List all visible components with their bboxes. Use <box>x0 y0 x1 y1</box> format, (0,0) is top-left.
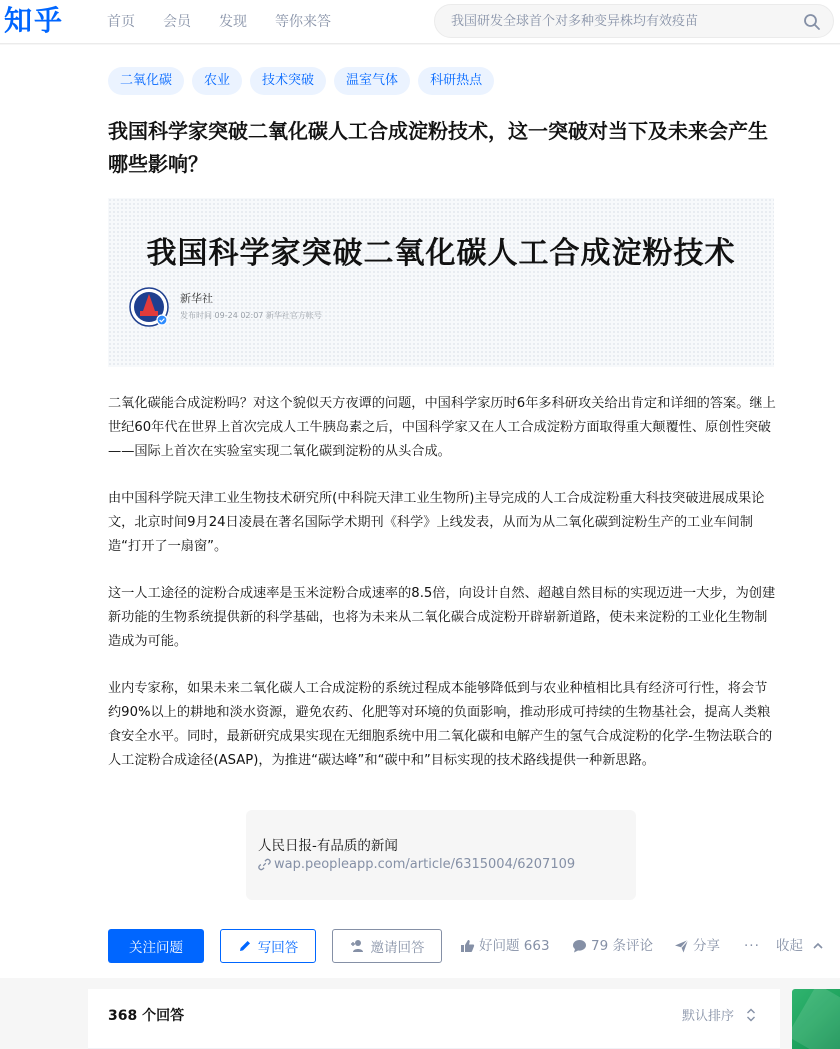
topic-tags <box>108 67 502 95</box>
question-actions <box>108 929 838 963</box>
topic-tag[interactable]: 温室气体 <box>334 67 410 95</box>
zhihu-logo[interactable]: 知乎 <box>4 4 65 37</box>
search-box[interactable] <box>434 4 834 38</box>
link-url-text: wap.peopleapp.com/article/6315004/6207109 <box>274 857 576 872</box>
add-user-icon <box>350 939 365 953</box>
image-headline: 我国科学家突破二氧化碳人工合成淀粉技术 <box>146 236 736 271</box>
more-options-button[interactable]: ··· <box>744 938 760 954</box>
share-label: 分享 <box>693 938 720 954</box>
link-card-title: 人民日报-有品质的新闻 <box>258 838 398 854</box>
write-answer-label: 写回答 <box>257 940 299 956</box>
comment-icon <box>572 939 587 953</box>
nav-discover[interactable]: 发现 <box>219 14 247 30</box>
topic-tag[interactable]: 技术突破 <box>250 67 326 95</box>
answers-list-header <box>88 989 780 1049</box>
follow-question-button[interactable]: 关注问题 <box>108 929 204 963</box>
search-icon[interactable] <box>803 13 821 31</box>
write-answer-button[interactable] <box>220 929 316 963</box>
topic-tag[interactable]: 科研热点 <box>418 67 494 95</box>
question-title: 我国科学家突破二氧化碳人工合成淀粉技术，这一突破对当下及未来会产生哪些影响？ <box>108 119 768 176</box>
topic-tag[interactable]: 二氧化碳 <box>108 67 184 95</box>
comments-label: 79 条评论 <box>591 938 653 954</box>
nav-waiting-answers[interactable]: 等你来答 <box>275 14 331 30</box>
search-input[interactable] <box>451 11 791 31</box>
pencil-icon <box>238 939 252 953</box>
sort-chevrons-icon <box>746 1008 756 1022</box>
detail-paragraph: 由中国科学院天津工业生物技术研究所(中科院天津工业生物所)主导完成的人工合成淀粉重大科技突破进展成果论文，北京时间9月24日凌晨在著名国际学术期刊《科学》上线发表，从而为从二氧化碳到淀粉生产的工业车间制造“打开了一扇窗”。 <box>108 491 765 554</box>
detail-paragraph: 这一人工途径的淀粉合成速率是玉米淀粉合成速率的8.5倍，向设计自然、超越自然目标的实现迈进一大步，为创建新功能的生物系统提供新的科学基础，也将为未来从二氧化碳合成淀粉开辟崭新道路，使未来淀粉的工业化生物制造成为可能。 <box>108 586 776 649</box>
collapse-button[interactable] <box>776 937 829 955</box>
upvote-label: 好问题 663 <box>479 938 550 954</box>
share-icon <box>674 939 689 953</box>
detail-paragraph: 二氧化碳能合成淀粉吗？对这个貌似天方夜谭的问题，中国科学家历时6年多科研攻关给出肯定和详细的答案。继上世纪60年代在世界上首次完成人工牛胰岛素之后，中国科学家又在人工合成淀粉方面取得重大颠覆性、原创性突破——国际上首次在实验室实现二氧化碳到淀粉的从头合成。 <box>108 396 776 459</box>
collapse-label: 收起 <box>776 938 803 954</box>
xinhua-logo-icon <box>129 287 169 327</box>
main-nav <box>107 12 359 32</box>
sort-label: 默认排序 <box>681 1009 734 1024</box>
image-source: 新华社 <box>180 292 213 305</box>
nav-home[interactable]: 首页 <box>107 14 135 30</box>
nav-membership[interactable]: 会员 <box>163 14 191 30</box>
sidebar-banner[interactable] <box>792 989 840 1049</box>
link-card-url[interactable] <box>258 857 575 872</box>
thumbs-up-icon <box>460 939 475 953</box>
link-card[interactable] <box>246 810 636 900</box>
upvote-question-button[interactable] <box>460 937 550 955</box>
invite-answer-label: 邀请回答 <box>370 940 425 956</box>
image-meta: 发布时间 09-24 02:07 新华社官方帐号 <box>180 311 322 320</box>
link-icon <box>258 858 271 871</box>
sort-dropdown[interactable] <box>682 1005 756 1024</box>
comments-button[interactable] <box>572 937 653 955</box>
top-bar <box>0 0 840 44</box>
chevron-up-icon <box>811 939 825 953</box>
invite-answer-button[interactable] <box>332 929 442 963</box>
answer-count: 368 个回答 <box>108 1008 185 1024</box>
question-detail <box>108 392 778 796</box>
detail-paragraph: 业内专家称，如果未来二氧化碳人工合成淀粉的系统过程成本能够降低到与农业种植相比具有经济可行性，将会节约90%以上的耕地和淡水资源，避免农药、化肥等对环境的负面影响，推动形成可持续的生物基社会，提高人类粮食安全水平。同时，最新研究成果实现在无细胞系统中用二氧化碳和电解产生的氢气合成淀粉的化学-生物法联合的人工淀粉合成途径(ASAP)，为推进“碳达峰”和“碳中和”目标实现的技术路线提供一种新思路。 <box>108 681 773 768</box>
question-header <box>0 45 840 978</box>
share-button[interactable] <box>674 937 720 955</box>
question-image[interactable] <box>108 198 774 367</box>
topic-tag[interactable]: 农业 <box>192 67 242 95</box>
